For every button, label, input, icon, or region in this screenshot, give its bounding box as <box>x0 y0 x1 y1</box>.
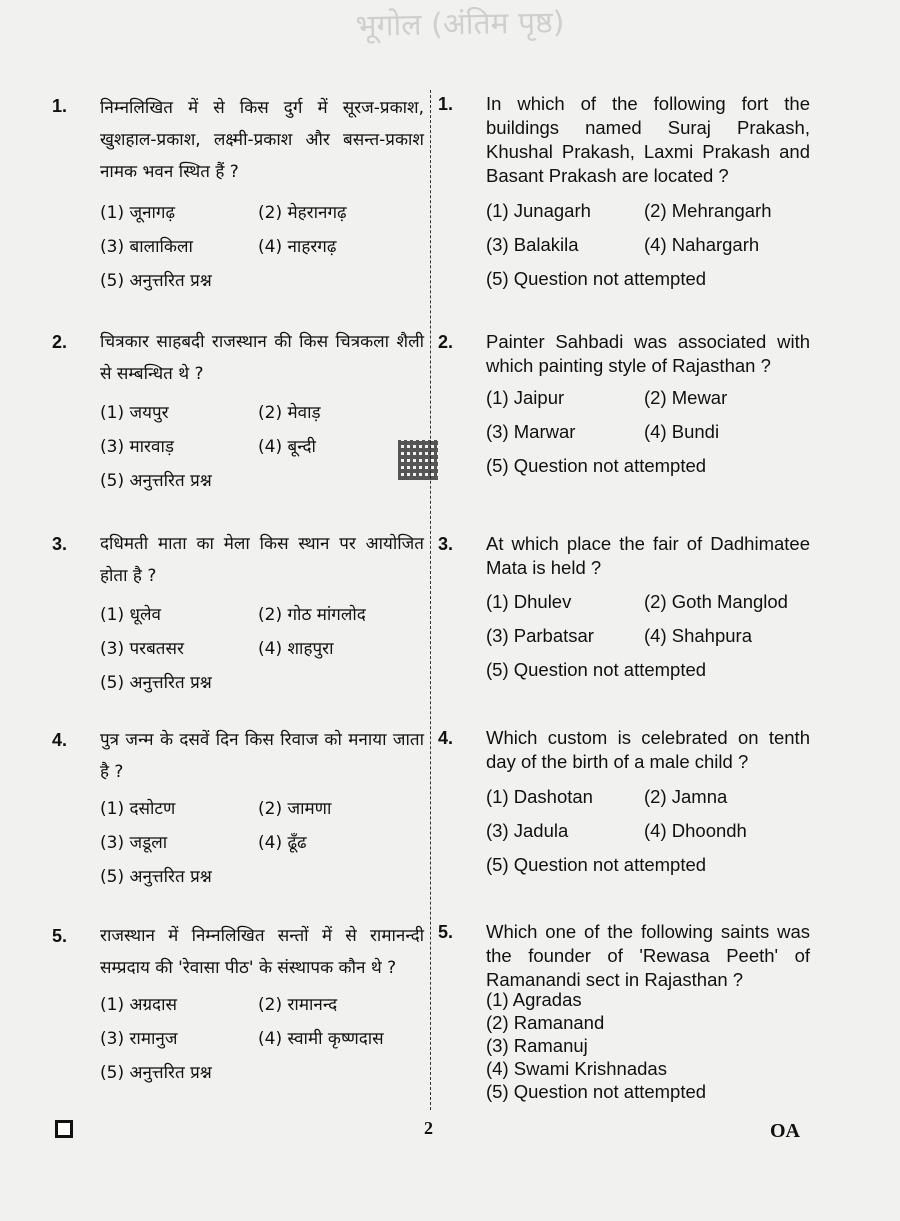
question-text: निम्नलिखित में से किस दुर्ग में सूरज-प्रकाश, खुशहाल-प्रकाश, लक्ष्मी-प्रकाश और बसन्त-प्रकाश नामक भवन स्थित हैं ? <box>100 98 424 182</box>
option-1[interactable]: (1) Agradas <box>486 988 582 1010</box>
option-5[interactable]: (5) अनुत्तरित प्रश्न <box>100 470 212 491</box>
question-text: पुत्र जन्म के दसवें दिन किस रिवाज को मनाया जाता है ? <box>100 730 424 782</box>
option-4[interactable]: (4) शाहपुरा <box>258 638 334 659</box>
column-divider <box>430 90 431 1110</box>
option-2[interactable]: (2) जामणा <box>258 798 332 819</box>
option-1[interactable]: (1) Junagarh <box>486 200 591 221</box>
option-4[interactable]: (4) Bundi <box>644 421 720 442</box>
question-number: 4. <box>438 728 454 748</box>
option-3[interactable]: (3) Marwar <box>486 421 576 442</box>
option-1[interactable]: (1) धूलेव <box>100 604 161 625</box>
question-number: 3. <box>438 534 454 554</box>
question-text: दधिमती माता का मेला किस स्थान पर आयोजित होता है ? <box>100 534 424 586</box>
question-number: 1. <box>52 96 68 116</box>
option-3[interactable]: (3) Balakila <box>486 234 579 255</box>
option-2[interactable]: (2) Mewar <box>644 387 728 408</box>
option-4[interactable]: (4) बून्दी <box>258 436 316 457</box>
question-text: In which of the following fort the buildings named Suraj Prakash, Khushal Prakash, Laxmi Prakash and Basant Prakash are located ? <box>486 93 810 186</box>
option-2[interactable]: (2) गोठ मांगलोद <box>258 604 366 625</box>
question-number: 4. <box>52 730 68 750</box>
option-2[interactable]: (2) मेवाड़ <box>258 402 321 423</box>
option-4[interactable]: (4) स्वामी कृष्णदास <box>258 1028 384 1049</box>
question-number: 5. <box>438 922 454 942</box>
option-2[interactable]: (2) मेहरानगढ़ <box>258 202 347 223</box>
options <box>486 585 810 687</box>
option-3[interactable]: (3) रामानुज <box>100 1028 178 1049</box>
question-number: 3. <box>52 534 68 554</box>
question-text: Which custom is celebrated on tenth day of the birth of a male child ? <box>486 727 810 772</box>
question-text: At which place the fair of Dadhimatee Mata is held ? <box>486 533 810 578</box>
options <box>486 988 810 1103</box>
option-5[interactable]: (5) Question not attempted <box>486 659 707 680</box>
option-1[interactable]: (1) जयपुर <box>100 402 169 423</box>
options <box>100 194 424 296</box>
option-5[interactable]: (5) Question not attempted <box>486 268 707 289</box>
option-2[interactable]: (2) Jamna <box>644 786 728 807</box>
option-3[interactable]: (3) बालाकिला <box>100 236 193 257</box>
question-number: 5. <box>52 926 68 946</box>
option-1[interactable]: (1) Dhulev <box>486 591 572 612</box>
qr-code-icon <box>398 440 438 480</box>
question-number: 2. <box>52 332 68 352</box>
option-4[interactable]: (4) Nahargarh <box>644 234 760 255</box>
option-2[interactable]: (2) Goth Manglod <box>644 591 788 612</box>
option-5[interactable]: (5) Question not attempted <box>486 854 707 875</box>
options <box>486 194 810 296</box>
option-5[interactable]: (5) अनुत्तरित प्रश्न <box>100 672 212 693</box>
question-number: 2. <box>438 332 454 352</box>
option-2[interactable]: (2) रामानन्द <box>258 994 338 1015</box>
option-2[interactable]: (2) Mehrangarh <box>644 200 772 221</box>
option-3[interactable]: (3) Jadula <box>486 820 569 841</box>
question-text: राजस्थान में निम्नलिखित सन्तों में से रामानन्दी सम्प्रदाय की 'रेवासा पीठ' के संस्थापक कौन थे ? <box>100 926 424 978</box>
option-1[interactable]: (1) दसोटण <box>100 798 176 819</box>
option-4[interactable]: (4) ढूँढ <box>258 832 307 853</box>
option-1[interactable]: (1) अग्रदास <box>100 994 177 1015</box>
option-3[interactable]: (3) Parbatsar <box>486 625 594 646</box>
options <box>100 790 424 892</box>
option-1[interactable]: (1) जूनागढ़ <box>100 202 176 223</box>
option-4[interactable]: (4) नाहरगढ़ <box>258 236 337 257</box>
square-marker-icon <box>55 1120 73 1138</box>
option-5[interactable]: (5) Question not attempted <box>486 1080 707 1102</box>
option-4[interactable]: (4) Swami Krishnadas <box>486 1057 667 1079</box>
handwritten-note: भूगोल (अंतिम पृष्ठ) <box>355 5 565 44</box>
series-code: OA <box>770 1120 800 1142</box>
option-1[interactable]: (1) Dashotan <box>486 786 593 807</box>
question-text: Painter Sahbadi was associated with which painting style of Rajasthan ? <box>486 331 810 376</box>
options <box>486 381 810 483</box>
options <box>486 780 810 882</box>
option-5[interactable]: (5) अनुत्तरित प्रश्न <box>100 1062 212 1083</box>
option-5[interactable]: (5) अनुत्तरित प्रश्न <box>100 270 212 291</box>
option-3[interactable]: (3) मारवाड़ <box>100 436 174 457</box>
option-2[interactable]: (2) Ramanand <box>486 1011 605 1033</box>
options <box>100 986 424 1088</box>
option-3[interactable]: (3) परबतसर <box>100 638 184 659</box>
option-5[interactable]: (5) Question not attempted <box>486 455 707 476</box>
option-4[interactable]: (4) Dhoondh <box>644 820 747 841</box>
option-5[interactable]: (5) अनुत्तरित प्रश्न <box>100 866 212 887</box>
option-3[interactable]: (3) Ramanuj <box>486 1034 588 1056</box>
options <box>100 596 424 698</box>
options <box>100 394 424 496</box>
question-text: Which one of the following saints was the founder of 'Rewasa Peeth' of Ramanandi sect in Rajasthan ? <box>486 921 810 990</box>
option-4[interactable]: (4) Shahpura <box>644 625 752 646</box>
question-text: चित्रकार साहबदी राजस्थान की किस चित्रकला शैली से सम्बन्धित थे ? <box>100 332 424 384</box>
option-1[interactable]: (1) Jaipur <box>486 387 565 408</box>
page-number: 2 <box>424 1118 433 1138</box>
option-3[interactable]: (3) जडूला <box>100 832 168 853</box>
question-number: 1. <box>438 94 454 114</box>
